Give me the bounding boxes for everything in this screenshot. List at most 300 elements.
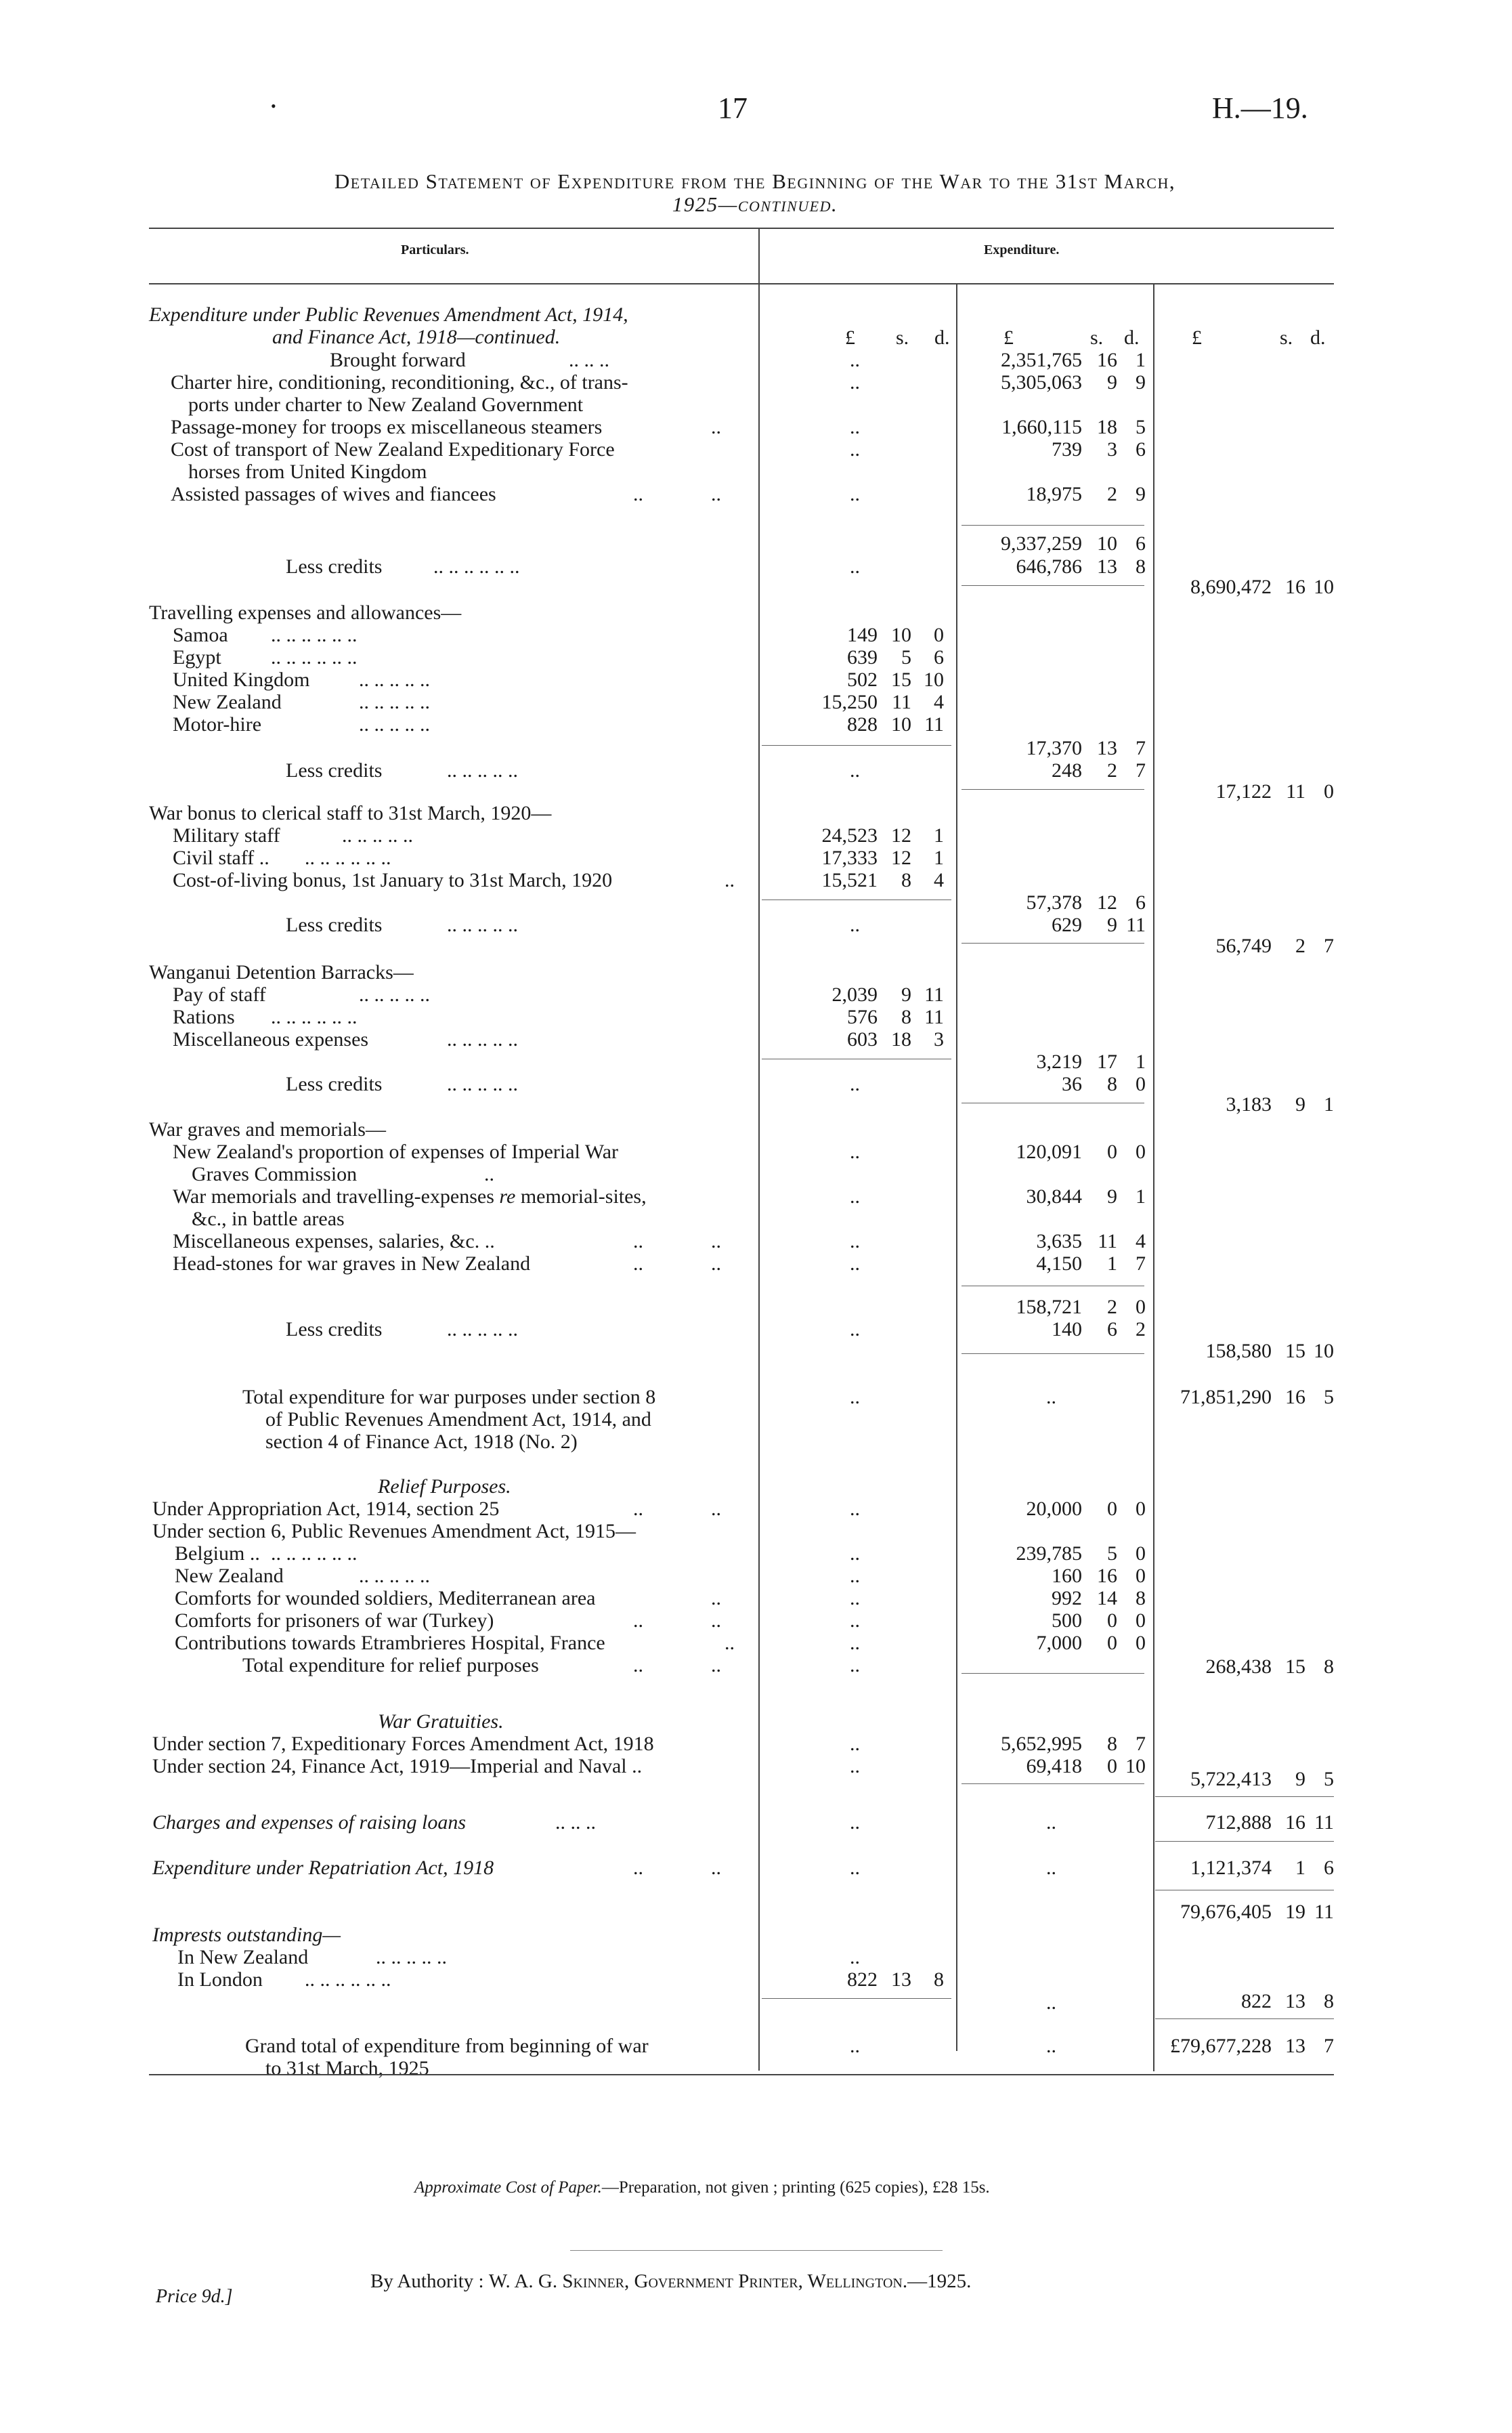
dot-leader: .. — [633, 1654, 643, 1676]
credits-pence: 2 — [1136, 1318, 1146, 1340]
column-rule-1 — [758, 228, 760, 2071]
table-bottom-rule — [149, 2074, 1334, 2075]
less-credits-label: Less credits — [286, 914, 383, 936]
amount-pence: 9 — [1136, 483, 1146, 505]
dot-leader: .. — [711, 1654, 721, 1676]
subtotal-rule — [762, 745, 951, 746]
credits-pounds: 629 — [1052, 914, 1082, 936]
credits-shillings: 8 — [1107, 1073, 1117, 1095]
net-pounds: 158,580 — [1205, 1340, 1272, 1362]
net-pence: 10 — [1314, 1340, 1334, 1362]
section-heading: Expenditure under Public Revenues Amendment Act, 1914, — [149, 303, 628, 326]
column-header-expenditure: Expenditure. — [984, 242, 1060, 257]
amount-pounds: 69,418 — [1026, 1755, 1082, 1777]
dot-leader: .. — [633, 1857, 643, 1879]
line-item-label: Miscellaneous expenses, salaries, &c. .. — [173, 1230, 495, 1252]
net-shillings: 9 — [1295, 1093, 1305, 1116]
amount-pounds: 18,975 — [1026, 483, 1082, 505]
amount-pence: 8 — [1136, 1587, 1146, 1609]
column-rule-2 — [956, 283, 957, 2051]
amount-pence: 11 — [924, 713, 944, 736]
net-pounds: 56,749 — [1215, 935, 1272, 957]
col1-d-header: d. — [934, 326, 950, 349]
dot-leader: .. — [850, 1609, 860, 1632]
dot-leader: .. — [850, 1857, 860, 1879]
authority-text: W. A. G. Skinner, Government Printer, Wellington.—1925. — [488, 2270, 972, 2292]
dot-leader: .. — [850, 2035, 860, 2057]
dot-leader: .. .. .. .. .. .. — [305, 1968, 391, 1991]
dot-leader: .. — [850, 555, 860, 578]
amount-pounds: 7,000 — [1036, 1632, 1082, 1654]
relief-total-shillings: 15 — [1285, 1655, 1305, 1678]
line-item-label: Under section 24, Finance Act, 1919—Imperial and Naval .. — [152, 1755, 643, 1777]
dot-leader: .. — [850, 1755, 860, 1777]
dot-leader: .. — [711, 483, 721, 505]
amount-shillings: 11 — [892, 691, 911, 713]
subtotal-pence: 1 — [1136, 1051, 1146, 1073]
subtotal-pounds: 158,721 — [1016, 1296, 1082, 1318]
subtotal-all-shillings: 19 — [1285, 1901, 1305, 1923]
amount-pounds: 500 — [1052, 1609, 1082, 1632]
dot-leader: .. .. .. — [569, 349, 609, 371]
amount-shillings: 10 — [891, 624, 911, 646]
credits-pounds: 140 — [1052, 1318, 1082, 1340]
amount-pounds: 15,250 — [821, 691, 878, 713]
subtotal-shillings: 13 — [1097, 737, 1117, 759]
amount-shillings: 8 — [1107, 1733, 1117, 1755]
net-pence: 1 — [1324, 1093, 1334, 1116]
amount-pence: 1 — [1136, 349, 1146, 371]
list-item-label: Samoa — [173, 624, 228, 646]
amount-pence: 7 — [1136, 1733, 1146, 1755]
subtotal-pounds: 57,378 — [1026, 891, 1082, 914]
amount-pence: 1 — [1136, 1185, 1146, 1208]
subtotal-pounds: 9,337,259 — [1001, 532, 1082, 555]
dot-leader: .. — [850, 483, 860, 505]
amount-shillings: 5 — [901, 646, 911, 669]
grand-total-label-line2: to 31st March, 1925 — [265, 2057, 429, 2079]
loans-label: Charges and expenses of raising loans — [152, 1811, 467, 1834]
dot-leader: .. .. .. .. .. — [359, 1565, 430, 1587]
list-item-label: Egypt — [173, 646, 221, 669]
dot-leader: .. .. .. .. .. — [359, 691, 430, 713]
amount-pounds: 120,091 — [1016, 1141, 1082, 1163]
amount-pounds: 502 — [847, 669, 878, 691]
grand-total-label: Grand total of expenditure from beginning of war — [245, 2035, 649, 2057]
credits-pence: 0 — [1136, 1073, 1146, 1095]
list-item-label: United Kingdom — [173, 669, 310, 691]
dot-leader: .. .. .. .. .. — [447, 1073, 518, 1095]
list-item-label: Pay of staff — [173, 983, 266, 1006]
amount-pence: 6 — [1136, 438, 1146, 461]
dot-leader: .. .. .. .. .. — [359, 983, 430, 1006]
dot-leader: .. .. .. .. .. .. — [271, 1006, 358, 1028]
amount-shillings: 15 — [891, 669, 911, 691]
subtotal-pence: 7 — [1136, 737, 1146, 759]
amount-pounds: 30,844 — [1026, 1185, 1082, 1208]
line-item-label: Under section 6, Public Revenues Amendment Act, 1915— — [152, 1520, 636, 1542]
amount-pence: 5 — [1136, 416, 1146, 438]
amount-pence: 0 — [1136, 1542, 1146, 1565]
list-item-label: Comforts for wounded soldiers, Mediterranean area — [175, 1587, 596, 1609]
dot-leader: .. — [850, 371, 860, 394]
dot-leader: .. — [850, 914, 860, 936]
credits-shillings: 2 — [1107, 759, 1117, 782]
repatriation-pence: 6 — [1324, 1857, 1334, 1879]
amount-shillings: 0 — [1107, 1141, 1117, 1163]
total-war-label: Total expenditure for war purposes under section 8 — [242, 1386, 656, 1408]
dot-leader: .. — [850, 1386, 860, 1408]
subtotal-rule — [962, 525, 1144, 526]
authority-label: By Authority : — [370, 2270, 484, 2292]
col3-d-header: d. — [1310, 326, 1326, 349]
dot-leader: .. — [850, 1587, 860, 1609]
amount-shillings: 18 — [1097, 416, 1117, 438]
section-heading: Travelling expenses and allowances— — [149, 601, 462, 624]
subtotal-pence: 6 — [1136, 532, 1146, 555]
line-item-label: ports under charter to New Zealand Government — [188, 394, 584, 416]
dot-leader: .. — [1046, 1857, 1056, 1879]
line-item-label: Assisted passages of wives and fiancees — [171, 483, 496, 505]
amount-shillings: 3 — [1107, 438, 1117, 461]
credits-shillings: 6 — [1107, 1318, 1117, 1340]
subtotal-pence: 0 — [1136, 1296, 1146, 1318]
dot-leader: .. .. .. .. .. — [376, 1946, 447, 1968]
dot-leader: .. — [633, 1498, 643, 1520]
amount-shillings: 16 — [1097, 1565, 1117, 1587]
amount-pounds: 576 — [847, 1006, 878, 1028]
dot-leader: .. — [711, 1230, 721, 1252]
subtotal-all-pounds: 79,676,405 — [1180, 1901, 1272, 1923]
imprests-heading: Imprests outstanding— — [152, 1924, 341, 1946]
section-heading: Wanganui Detention Barracks— — [149, 961, 414, 983]
line-item-label: Graves Commission — [192, 1163, 358, 1185]
amount-shillings: 0 — [1107, 1498, 1117, 1520]
grand-total-pounds: £79,677,228 — [1170, 2035, 1272, 2057]
amount-shillings: 0 — [1107, 1632, 1117, 1654]
net-rule — [962, 1673, 1144, 1674]
dot-leader: .. .. .. .. .. .. — [433, 555, 520, 578]
dot-leader: .. — [711, 416, 721, 438]
amount-pence: 0 — [1136, 1565, 1146, 1587]
dot-leader: .. — [850, 416, 860, 438]
dot-leader: .. — [725, 1632, 735, 1654]
dot-leader: .. — [850, 1498, 860, 1520]
amount-pence: 1 — [934, 824, 944, 847]
amount-pence: 8 — [934, 1968, 944, 1991]
dot-leader: .. — [850, 1654, 860, 1676]
amount-shillings: 9 — [1107, 1185, 1117, 1208]
dot-leader: .. — [711, 1587, 721, 1609]
amount-shillings: 5 — [1107, 1542, 1117, 1565]
list-item-label: Military staff — [173, 824, 280, 847]
repatriation-shillings: 1 — [1295, 1857, 1305, 1879]
line-item-label: Under section 7, Expeditionary Forces Amendment Act, 1918 — [152, 1733, 654, 1755]
line-item-text: memorial-sites, — [520, 1185, 647, 1208]
net-rule — [962, 1783, 1144, 1784]
dot-leader: .. — [1046, 1991, 1056, 2014]
col3-rule — [1155, 1841, 1334, 1842]
page-number: 17 — [718, 91, 748, 125]
amount-shillings: 8 — [901, 869, 911, 891]
line-item-label: horses from United Kingdom — [188, 461, 427, 483]
amount-pounds: 4,150 — [1036, 1252, 1082, 1275]
net-rule — [962, 585, 1144, 586]
amount-shillings: 12 — [891, 824, 911, 847]
dot-leader: .. — [633, 1252, 643, 1275]
dot-leader: .. .. .. .. .. — [447, 914, 518, 936]
line-item-label: New Zealand's proportion of expenses of Imperial War — [173, 1141, 619, 1163]
line-item-label: Charter hire, conditioning, reconditioning, &c., of trans- — [171, 371, 628, 394]
dot-leader: .. — [850, 1565, 860, 1587]
col1-s-header: s. — [896, 326, 909, 349]
amount-pence: 10 — [924, 669, 944, 691]
dot-leader: .. .. .. .. .. — [447, 759, 518, 782]
col3-rule — [1155, 1796, 1334, 1797]
list-item-label: New Zealand — [175, 1565, 284, 1587]
dot-leader: .. .. .. .. .. — [359, 669, 430, 691]
line-item-text: War memorials and travelling-expenses — [173, 1185, 494, 1208]
subtotal-rule — [762, 1998, 951, 1999]
total-war-label-line3: section 4 of Finance Act, 1918 (No. 2) — [265, 1431, 578, 1453]
amount-shillings: 0 — [1107, 1755, 1117, 1777]
dot-leader: .. — [1046, 2035, 1056, 2057]
statement-title-continued: 1925—continued. — [672, 192, 838, 216]
line-item-label: Under Appropriation Act, 1914, section 25 — [152, 1498, 500, 1520]
amount-shillings: 13 — [891, 1968, 911, 1991]
table-top-rule — [149, 228, 1334, 229]
dot-leader: .. — [850, 1185, 860, 1208]
document-reference: H.—19. — [1212, 91, 1308, 125]
amount-shillings: 8 — [901, 1006, 911, 1028]
credits-shillings: 9 — [1107, 914, 1117, 936]
col2-s-header: s. — [1090, 326, 1104, 349]
amount-pounds: 639 — [847, 646, 878, 669]
dot-leader: .. — [633, 1230, 643, 1252]
amount-pounds: 5,652,995 — [1001, 1733, 1082, 1755]
amount-pounds: 603 — [847, 1028, 878, 1051]
dot-leader: .. .. .. .. .. .. — [271, 646, 358, 669]
list-item-label: In London — [177, 1968, 263, 1991]
dot-leader: .. — [711, 1857, 721, 1879]
loans-pounds: 712,888 — [1205, 1811, 1272, 1834]
dot-leader: .. — [711, 1498, 721, 1520]
net-rule — [962, 789, 1144, 790]
net-pence: 7 — [1324, 935, 1334, 957]
total-war-pounds: 71,851,290 — [1180, 1386, 1272, 1408]
amount-pounds: 15,521 — [821, 869, 878, 891]
amount-pence: 0 — [1136, 1141, 1146, 1163]
amount-pence: 1 — [934, 847, 944, 869]
col2-pound-header: £ — [1003, 326, 1014, 349]
subtotal-shillings: 17 — [1097, 1051, 1117, 1073]
grand-total-pence: 7 — [1324, 2035, 1334, 2057]
list-item-label: In New Zealand — [177, 1946, 309, 1968]
dot-leader: .. .. .. — [555, 1811, 596, 1834]
paper-cost-note — [414, 2178, 990, 2197]
amount-pounds: 992 — [1052, 1587, 1082, 1609]
amount-pence: 0 — [934, 624, 944, 646]
less-credits-label: Less credits — [286, 1318, 383, 1340]
imprests-total-shillings: 13 — [1285, 1990, 1305, 2012]
gratuities-total-pence: 5 — [1324, 1768, 1334, 1790]
net-shillings: 16 — [1285, 576, 1305, 598]
amount-shillings: 10 — [891, 713, 911, 736]
list-item-label: New Zealand — [173, 691, 282, 713]
amount-shillings: 1 — [1107, 1252, 1117, 1275]
dot-leader: .. .. .. .. .. — [359, 713, 430, 736]
loans-shillings: 16 — [1285, 1811, 1305, 1834]
dot-leader: .. .. .. .. .. .. — [305, 847, 391, 869]
gratuities-total-shillings: 9 — [1295, 1768, 1305, 1790]
repatriation-label: Expenditure under Repatriation Act, 1918 — [152, 1857, 494, 1879]
section-heading-line2: and Finance Act, 1918—continued. — [272, 326, 561, 348]
amount-pence: 4 — [934, 691, 944, 713]
brought-forward-label: Brought forward — [330, 349, 466, 371]
amount-shillings: 0 — [1107, 1609, 1117, 1632]
dot-leader: .. — [850, 1632, 860, 1654]
footer-rule — [570, 2250, 943, 2251]
net-pence: 10 — [1314, 576, 1334, 598]
dot-leader: .. — [850, 1230, 860, 1252]
amount-pence: 7 — [1136, 1252, 1146, 1275]
amount-pounds: 20,000 — [1026, 1498, 1082, 1520]
list-item-label: Contributions towards Etrambrieres Hospital, France — [175, 1632, 605, 1654]
dot-leader: .. .. .. .. .. — [447, 1318, 518, 1340]
section-heading: War graves and memorials— — [149, 1118, 386, 1141]
amount-pounds: 239,785 — [1016, 1542, 1082, 1565]
amount-pounds: 3,635 — [1036, 1230, 1082, 1252]
dot-leader: .. — [711, 1609, 721, 1632]
amount-pence: 4 — [934, 869, 944, 891]
total-war-shillings: 16 — [1285, 1386, 1305, 1408]
amount-pence: 0 — [1136, 1632, 1146, 1654]
total-war-pence: 5 — [1324, 1386, 1334, 1408]
subtotal-pence: 6 — [1136, 891, 1146, 914]
col3-rule — [1155, 2018, 1334, 2019]
credits-pounds: 36 — [1062, 1073, 1082, 1095]
dot-leader: .. — [1046, 1386, 1056, 1408]
amount-shillings: 9 — [901, 983, 911, 1006]
line-item-label: Passage-money for troops ex miscellaneous steamers — [171, 416, 603, 438]
relief-total-label: Total expenditure for relief purposes — [242, 1654, 539, 1676]
subtotal-shillings: 12 — [1097, 891, 1117, 914]
dot-leader: .. — [850, 1946, 860, 1968]
repatriation-pounds: 1,121,374 — [1190, 1857, 1272, 1879]
dot-leader: .. — [1046, 1811, 1056, 1834]
amount-shillings: 2 — [1107, 483, 1117, 505]
net-pence: 0 — [1324, 780, 1334, 803]
line-item-label: Head-stones for war graves in New Zealand — [173, 1252, 531, 1275]
amount-shillings: 9 — [1107, 371, 1117, 394]
line-item-label — [173, 1185, 647, 1208]
amount-shillings: 11 — [1098, 1230, 1117, 1252]
dot-leader: .. — [850, 349, 860, 371]
list-item-label: Belgium .. — [175, 1542, 260, 1565]
credits-pence: 8 — [1136, 555, 1146, 578]
grand-total-shillings: 13 — [1285, 2035, 1305, 2057]
col3-s-header: s. — [1280, 326, 1293, 349]
list-item-label: Motor-hire — [173, 713, 262, 736]
less-credits-label: Less credits — [286, 555, 383, 578]
list-item-label: Civil staff .. — [173, 847, 269, 869]
amount-pounds: 1,660,115 — [1001, 416, 1082, 438]
col1-pound-header: £ — [845, 326, 855, 349]
dot-leader: .. — [850, 759, 860, 782]
amount-pounds: 17,333 — [821, 847, 878, 869]
line-item-label: Cost of transport of New Zealand Expeditionary Force — [171, 438, 615, 461]
dot-leader: .. — [850, 1811, 860, 1834]
col3-pound-header: £ — [1192, 326, 1202, 349]
dot-leader: .. — [850, 1733, 860, 1755]
line-item-text: re — [499, 1185, 516, 1208]
amount-pounds: 160 — [1052, 1565, 1082, 1587]
amount-shillings: 16 — [1097, 349, 1117, 371]
dot-leader: .. — [850, 1141, 860, 1163]
dot-leader: .. — [711, 1252, 721, 1275]
list-item-label: Rations — [173, 1006, 235, 1028]
net-pounds: 17,122 — [1215, 780, 1272, 803]
credits-pounds: 248 — [1052, 759, 1082, 782]
column-header-particulars: Particulars. — [401, 242, 469, 257]
header-bottom-rule — [149, 283, 1334, 284]
net-shillings: 15 — [1285, 1340, 1305, 1362]
section-heading: War bonus to clerical staff to 31st March, 1920— — [149, 802, 552, 824]
net-pounds: 3,183 — [1226, 1093, 1272, 1116]
price-note: Price 9d.] — [156, 2286, 233, 2307]
dot-leader: .. — [725, 869, 735, 891]
amount-pence: 3 — [934, 1028, 944, 1051]
column-rule-3 — [1153, 283, 1154, 2071]
amount-pounds: 739 — [1052, 438, 1082, 461]
total-war-label-line2: of Public Revenues Amendment Act, 1914, and — [265, 1408, 651, 1431]
credits-pence: 11 — [1126, 914, 1146, 936]
dot-leader: .. .. .. .. .. .. — [271, 624, 358, 646]
dot-leader: .. — [850, 1073, 860, 1095]
amount-pounds: 822 — [847, 1968, 878, 1991]
gratuities-total-pounds: 5,722,413 — [1190, 1768, 1272, 1790]
line-item-label: &c., in battle areas — [192, 1208, 345, 1230]
imprests-total-pence: 8 — [1324, 1990, 1334, 2012]
subtotal-shillings: 10 — [1097, 532, 1117, 555]
amount-pence: 4 — [1136, 1230, 1146, 1252]
amount-pence: 9 — [1136, 371, 1146, 394]
list-item-label: Miscellaneous expenses — [173, 1028, 369, 1051]
gratuities-heading: War Gratuities. — [378, 1710, 504, 1733]
page-mark: • — [271, 98, 276, 114]
amount-pence: 11 — [924, 1006, 944, 1028]
dot-leader: .. — [633, 483, 643, 505]
dot-leader: .. — [850, 1252, 860, 1275]
net-rule — [962, 943, 1144, 944]
amount-pounds: 828 — [847, 713, 878, 736]
credits-pounds: 646,786 — [1016, 555, 1082, 578]
paper-cost-label: Approximate Cost of Paper. — [414, 2178, 602, 2197]
subtotal-pounds: 3,219 — [1036, 1051, 1082, 1073]
amount-shillings: 12 — [891, 847, 911, 869]
amount-shillings: 14 — [1097, 1587, 1117, 1609]
dot-leader: .. — [850, 1542, 860, 1565]
subtotal-shillings: 2 — [1107, 1296, 1117, 1318]
net-shillings: 2 — [1295, 935, 1305, 957]
statement-title: Detailed Statement of Expenditure from the Beginning of the War to the 31st March, — [334, 169, 1176, 193]
dot-leader: .. .. .. .. .. — [447, 1028, 518, 1051]
amount-pence: 0 — [1136, 1609, 1146, 1632]
dot-leader: .. .. .. .. .. .. — [271, 1542, 358, 1565]
dot-leader: .. .. .. .. .. — [342, 824, 413, 847]
subtotal-all-pence: 11 — [1314, 1901, 1334, 1923]
amount-pence: 11 — [924, 983, 944, 1006]
